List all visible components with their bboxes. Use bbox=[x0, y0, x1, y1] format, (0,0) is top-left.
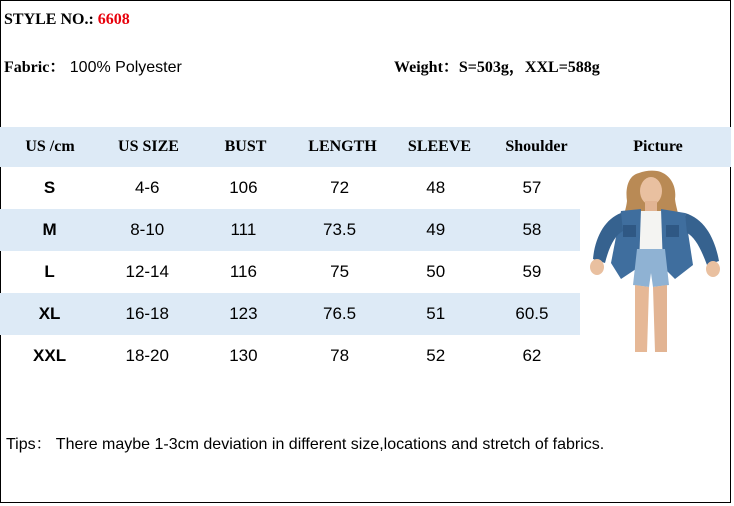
table-cell: 52 bbox=[426, 346, 446, 365]
table-cell: 4-6 bbox=[134, 178, 160, 197]
table-cell: 62 bbox=[522, 346, 542, 365]
table-cell: 16-18 bbox=[125, 304, 169, 323]
table-row bbox=[0, 167, 580, 209]
size-cell: M bbox=[42, 220, 57, 239]
weight-line: Weight：S=503g，XXL=588g bbox=[394, 59, 600, 76]
table-row bbox=[0, 335, 580, 377]
table-cell: 123 bbox=[229, 304, 258, 323]
table-cell: 49 bbox=[426, 220, 446, 239]
fabric-value: 100% Polyester bbox=[69, 59, 182, 76]
column-header: US /cm bbox=[25, 138, 75, 155]
table-cell: 76.5 bbox=[323, 304, 357, 323]
table-cell: 60.5 bbox=[515, 304, 549, 323]
size-cell: XXL bbox=[33, 346, 67, 365]
size-cell: XL bbox=[38, 304, 61, 323]
table-cell: 59 bbox=[522, 262, 542, 281]
style-number-line bbox=[4, 11, 130, 29]
table-cell: 12-14 bbox=[125, 262, 169, 281]
table-cell: 50 bbox=[426, 262, 446, 281]
size-cell: S bbox=[43, 178, 56, 197]
table-cell: 72 bbox=[330, 178, 350, 197]
style-number: 6608 bbox=[97, 11, 130, 28]
tips-note: Tips： There maybe 1-3cm deviation in different size,locations and stretch of fabrics. bbox=[6, 436, 605, 453]
column-header: BUST bbox=[224, 138, 267, 155]
column-header: SLEEVE bbox=[407, 138, 472, 155]
table-cell: 130 bbox=[229, 346, 258, 365]
table-cell: 58 bbox=[522, 220, 542, 239]
table-cell: 75 bbox=[330, 262, 350, 281]
table-row bbox=[0, 251, 580, 293]
table-cell: 106 bbox=[229, 178, 258, 197]
table-cell: 73.5 bbox=[323, 220, 357, 239]
table-cell: 48 bbox=[426, 178, 446, 197]
table-row bbox=[0, 293, 580, 335]
table-cell: 78 bbox=[330, 346, 350, 365]
table-cell: 111 bbox=[230, 220, 257, 239]
table-cell: 18-20 bbox=[125, 346, 169, 365]
column-header: Picture bbox=[633, 138, 683, 155]
fabric-label: Fabric： bbox=[4, 59, 66, 76]
style-label: STYLE NO.: bbox=[4, 11, 94, 28]
product-picture bbox=[581, 167, 727, 352]
fabric-line bbox=[4, 54, 182, 77]
column-header: Shoulder bbox=[505, 138, 568, 155]
model-in-denim-shirt-illustration bbox=[581, 167, 727, 352]
table-header-row bbox=[0, 127, 731, 167]
table-cell: 57 bbox=[522, 178, 542, 197]
table-row bbox=[0, 209, 580, 251]
column-header: LENGTH bbox=[308, 138, 377, 155]
column-header: US SIZE bbox=[118, 138, 179, 155]
table-cell: 116 bbox=[229, 262, 257, 281]
size-cell: L bbox=[44, 262, 55, 281]
table-cell: 51 bbox=[426, 304, 446, 323]
table-cell: 8-10 bbox=[130, 220, 165, 239]
